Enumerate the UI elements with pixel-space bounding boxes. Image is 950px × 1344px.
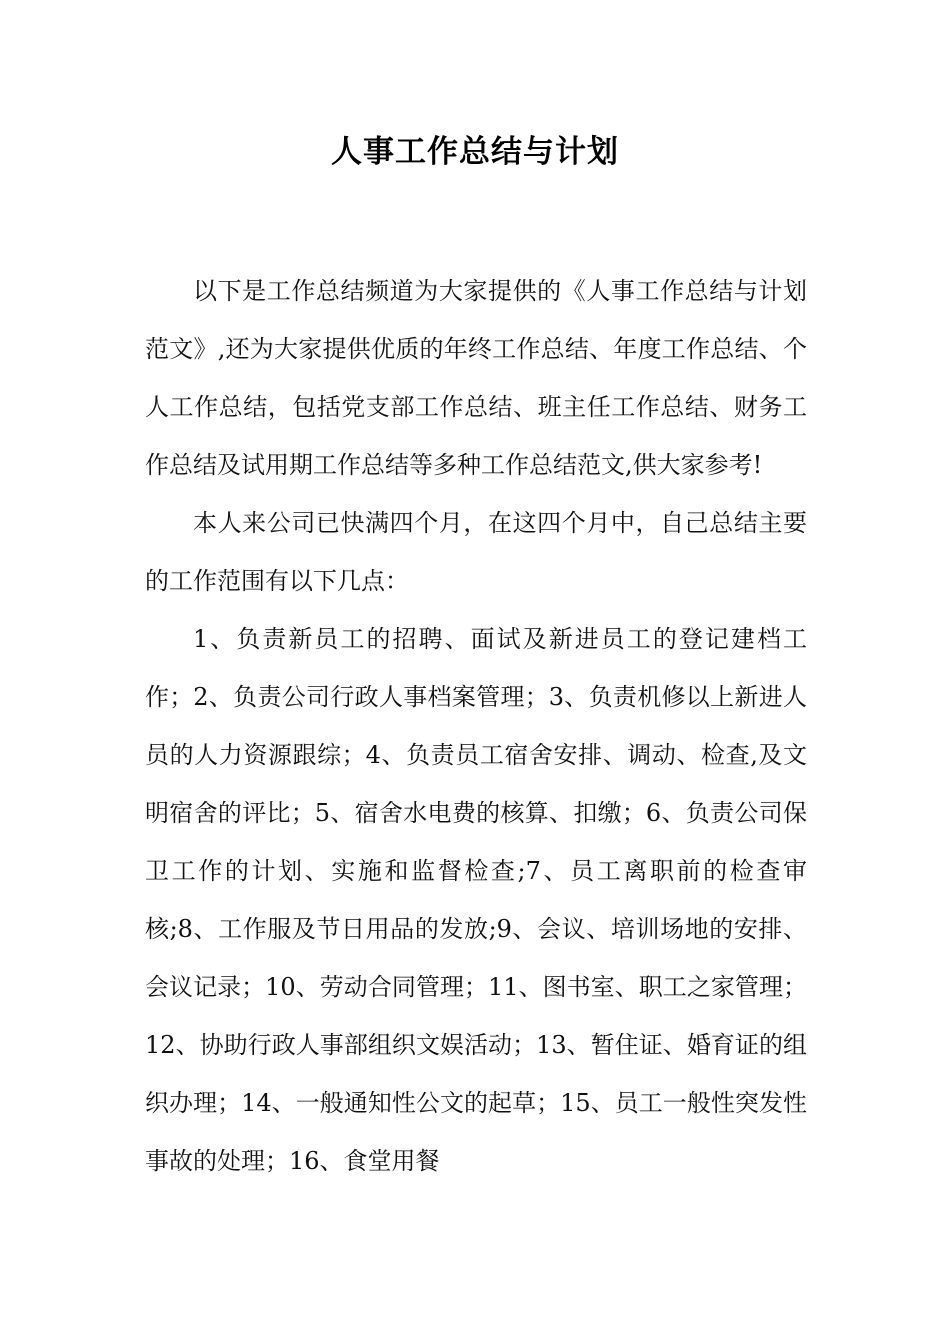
paragraph-duties: 1、负责新员工的招聘、面试及新进员工的登记建档工作；2、负责公司行政人事档案管理；3、负责机修以上新进人员的人力资源跟综；4、负责员工宿舍安排、调动、检查,及文明宿舍的评比；5、宿舍水电费的核算、扣缴；6、负责公司保卫工作的计划、实施和监督检查;7、员工离职前的检查审核;8、工作服及节日用品的发放;9、会议、培训场地的安排、会议记录；10、劳动合同管理；11、图书室、职工之家管理；12、协助行政人事部组织文娱活动；13、暂住证、婚育证的组织办理；14、一般通知性公文的起草；15、员工一般性突发性事故的处理；16、食堂用餐 [145,625,807,1175]
document-body [145,262,807,1190]
document-title: 人事工作总结与计划 [331,134,619,170]
paragraph-overview: 本人来公司已快满四个月，在这四个月中，自己总结主要的工作范围有以下几点： [145,509,807,595]
paragraph-intro: 以下是工作总结频道为大家提供的《人事工作总结与计划范文》,还为大家提供优质的年终工作总结、年度工作总结、个人工作总结，包括党支部工作总结、班主任工作总结、财务工作总结及试用期工作总结等多种工作总结范文,供大家参考! [145,277,807,479]
